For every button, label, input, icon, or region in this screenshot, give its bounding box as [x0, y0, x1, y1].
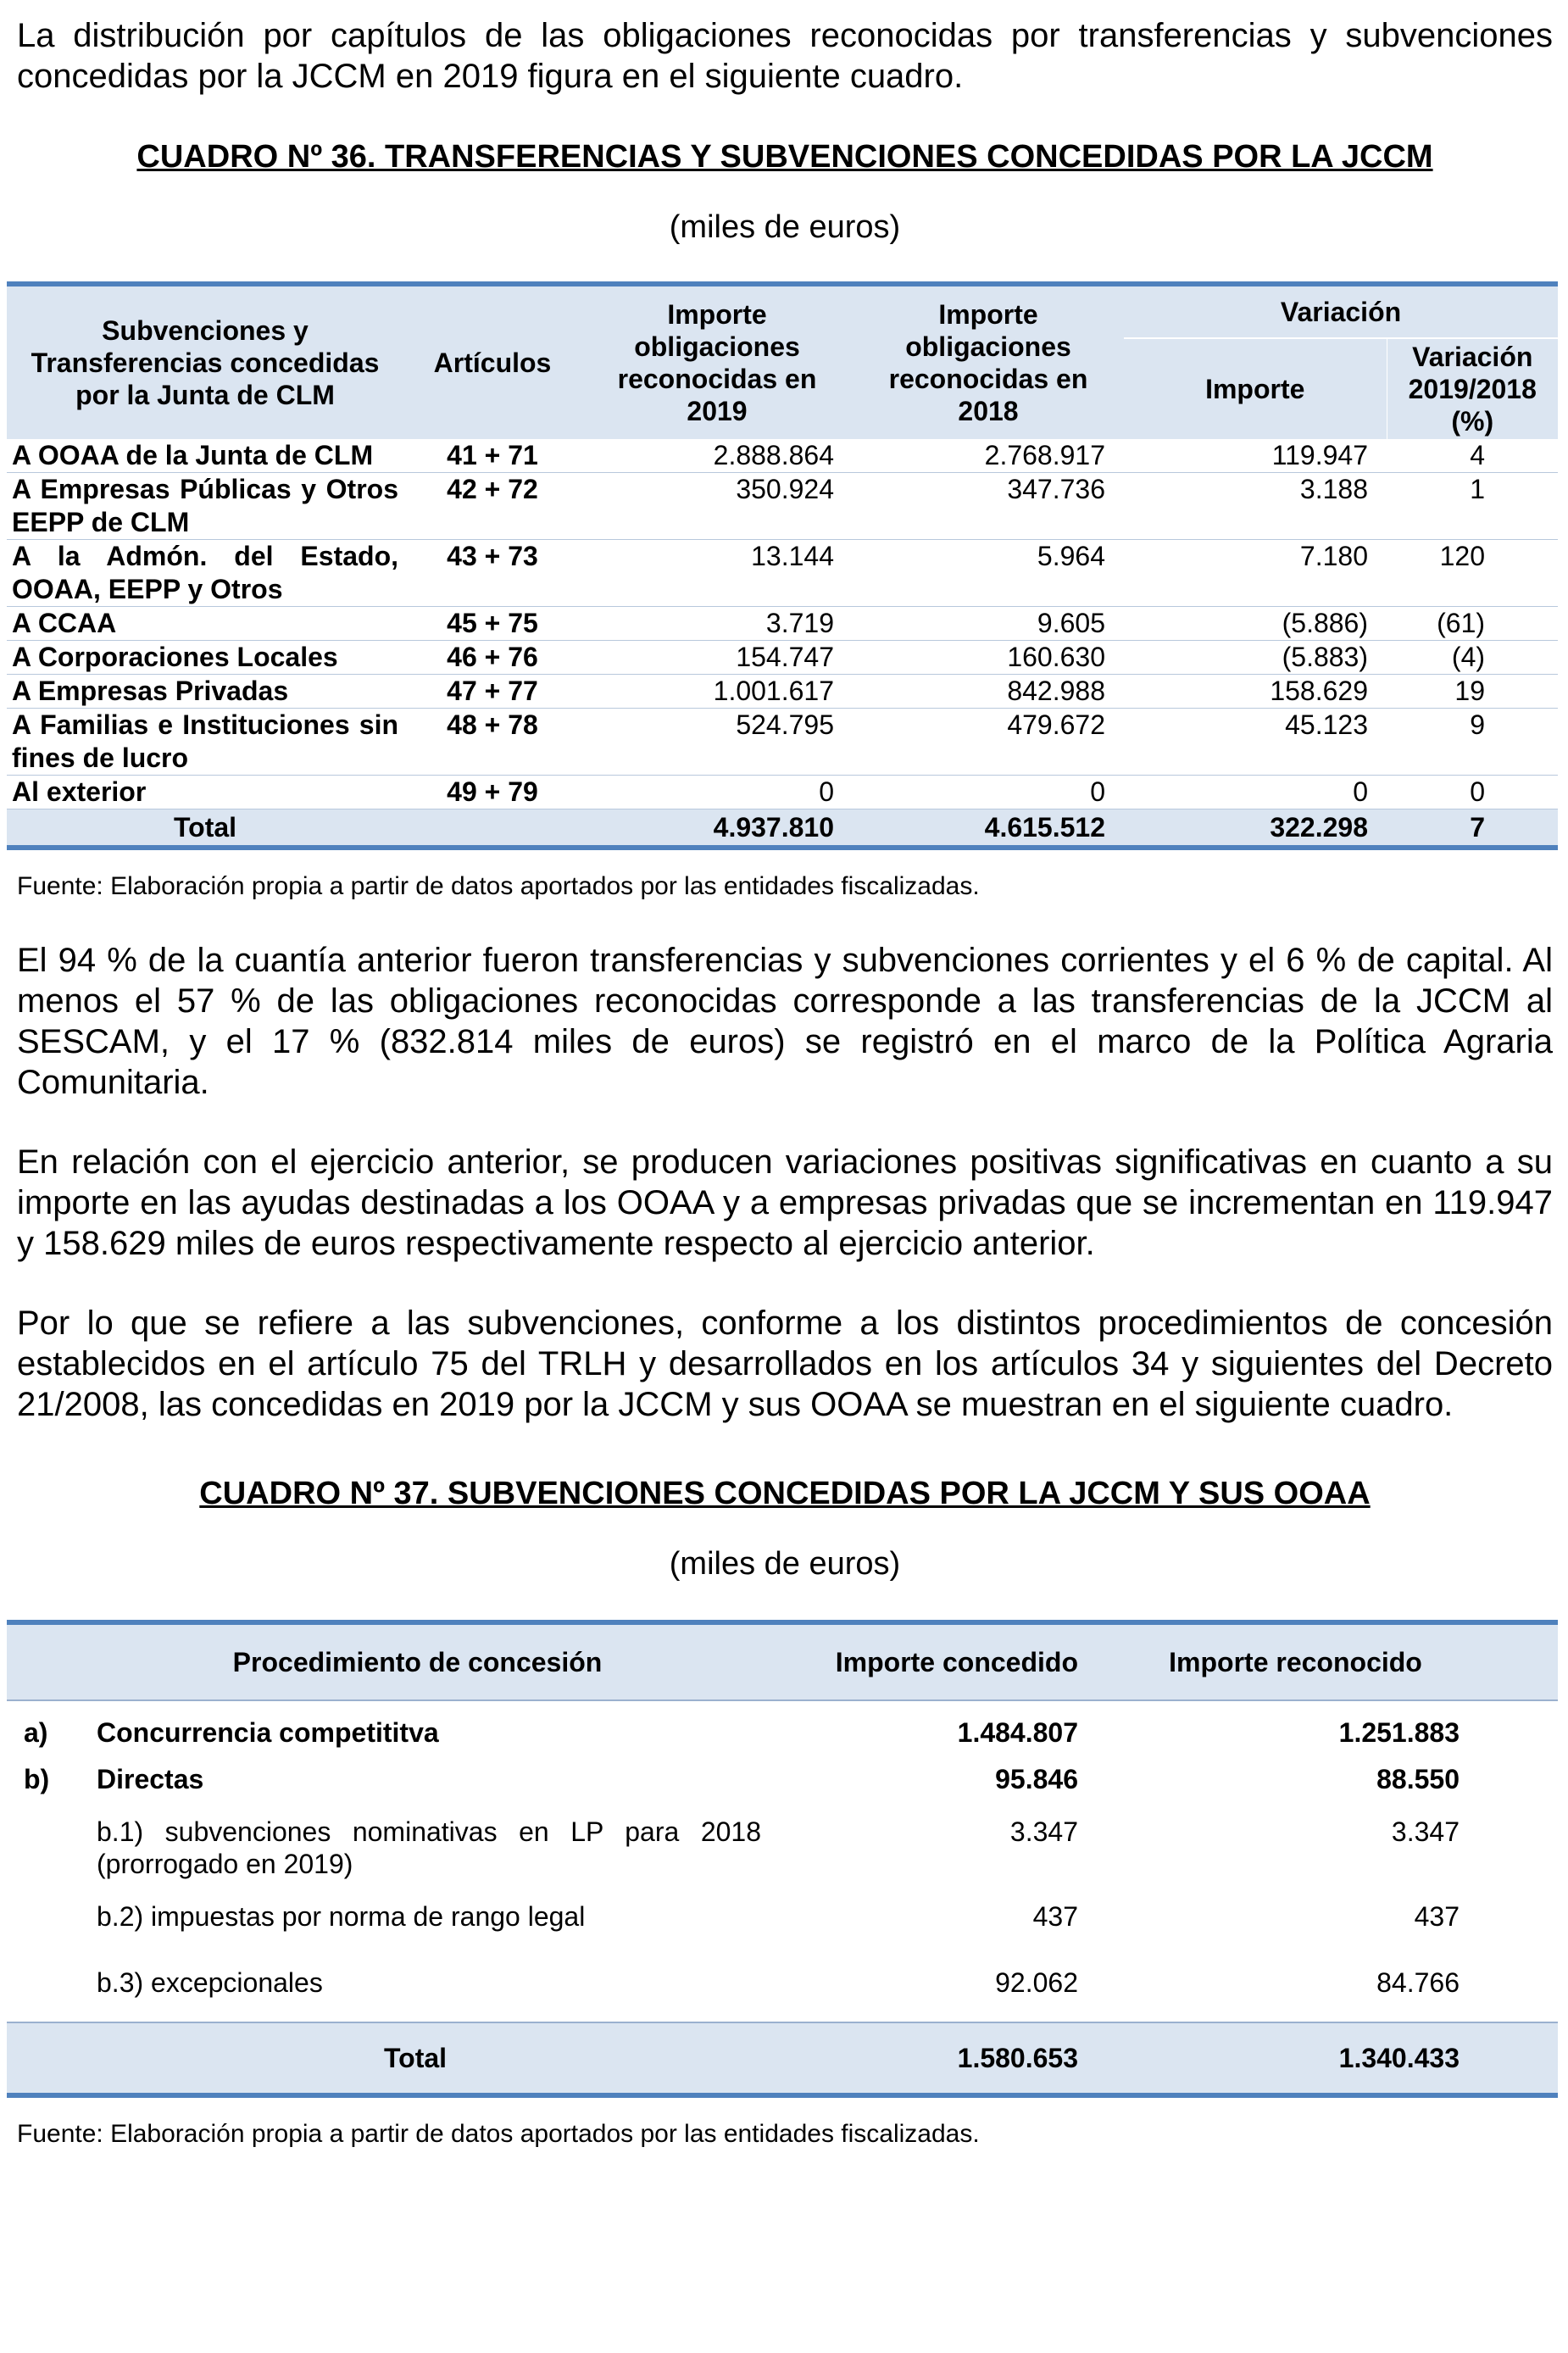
row-var-importe: 7.180	[1124, 540, 1387, 607]
row-var-importe: 3.188	[1124, 473, 1387, 540]
row-importe-2019: 524.795	[581, 709, 853, 776]
intro-paragraph: La distribución por capítulos de las obligaciones reconocidas por transferencias y subvenciones concedidas por la JCCM en 2019 figura en el siguiente cuadro.	[17, 17, 1553, 95]
row-letter: b)	[24, 1764, 50, 1794]
cuadro37-source: Fuente: Elaboración propia a partir de datos aportados por las entidades fiscalizadas.	[17, 2120, 980, 2148]
row-importe-2019: 0	[581, 776, 853, 809]
row-var-pct: 9	[1387, 709, 1558, 776]
row-var-pct: (4)	[1387, 641, 1558, 675]
row-articulos: 43 + 73	[403, 540, 581, 607]
cuadro36-row	[7, 540, 1558, 607]
header-subvenciones: Subvenciones y Transferencias concedidas por la Junta de CLM	[7, 284, 403, 439]
cuadro37-total-row	[7, 2022, 1558, 2095]
row-letter	[7, 1956, 92, 2022]
row-procedimiento: b.3) excepcionales	[97, 1967, 323, 1998]
cuadro36-units: (miles de euros)	[669, 209, 901, 245]
row-importe-2019: 350.924	[581, 473, 853, 540]
row-articulos: 47 + 77	[403, 675, 581, 709]
row-importe-2019: 154.747	[581, 641, 853, 675]
header-importe-2019: Importe obligaciones reconocidas en 2019	[581, 284, 853, 439]
cuadro36-row	[7, 709, 1558, 776]
header-importe-2018: Importe obligaciones reconocidas en 2018	[853, 284, 1124, 439]
row-importe-2018: 347.736	[853, 473, 1124, 540]
cuadro36-header-row	[7, 284, 1558, 338]
cuadro36-row	[7, 607, 1558, 641]
total-importe-reconocido: 1.340.433	[1100, 2022, 1558, 2095]
row-var-pct: (61)	[1387, 607, 1558, 641]
cuadro36-row	[7, 473, 1558, 540]
total-var-pct: 7	[1387, 809, 1558, 848]
row-importe-2019: 2.888.864	[581, 439, 853, 473]
cuadro37-row	[7, 1805, 1558, 1890]
paragraph-3: Por lo que se refiere a las subvenciones, conforme a los distintos procedimientos de concesión establecidos en el artículo 75 del TRLH y desarrollados en los artículos 34 y siguientes del Decreto 21/2008, las concedidas en 2019 por la JCCM y sus OOAA se muestran en el siguiente cuadro.	[17, 1304, 1553, 1423]
cuadro36-table	[7, 281, 1558, 850]
row-importe-2018: 479.672	[853, 709, 1124, 776]
row-procedimiento: Concurrencia competititva	[97, 1717, 439, 1748]
header-articulos: Artículos	[403, 284, 581, 439]
row-importe-2018: 5.964	[853, 540, 1124, 607]
cuadro37-table	[7, 1620, 1558, 2098]
row-importe-2018: 2.768.917	[853, 439, 1124, 473]
row-var-pct: 4	[1387, 439, 1558, 473]
row-var-importe: 0	[1124, 776, 1387, 809]
cuadro37-row	[7, 1700, 1558, 1753]
paragraph-1: El 94 % de la cuantía anterior fueron transferencias y subvenciones corrientes y el 6 % de capital. Al menos el 57 % de las obligaciones reconocidas corresponde a las transferencias de la JCCM al SESCAM, y el 17 % (832.814 miles de euros) se registró en el marco de la Política Agraria Comunitaria.	[17, 942, 1553, 1101]
total-label: Total	[7, 809, 403, 848]
cuadro36-row	[7, 641, 1558, 675]
row-importe-2019: 1.001.617	[581, 675, 853, 709]
row-name: A CCAA	[7, 607, 403, 641]
row-procedimiento: b.2) impuestas por norma de rango legal	[97, 1901, 586, 1932]
cuadro36-row	[7, 439, 1558, 473]
cuadro37-header-row	[7, 1622, 1558, 1700]
row-articulos: 48 + 78	[403, 709, 581, 776]
row-importe-2018: 0	[853, 776, 1124, 809]
row-importe-reconocido: 88.550	[1376, 1764, 1460, 1794]
row-var-pct: 1	[1387, 473, 1558, 540]
cuadro37-row	[7, 1890, 1558, 1956]
row-name: Al exterior	[7, 776, 403, 809]
cuadro37-title: CUADRO Nº 37. SUBVENCIONES CONCEDIDAS POR LA JCCM Y SUS OOAA	[199, 1476, 1371, 1511]
header-var-importe: Importe	[1124, 338, 1387, 439]
row-importe-concedido: 95.846	[995, 1764, 1078, 1794]
cuadro36-row	[7, 675, 1558, 709]
paragraph-2: En relación con el ejercicio anterior, se producen variaciones positivas significativas en cuanto a su importe en las ayudas destinadas a los OOAA y a empresas privadas que se incrementan en 119.947 y 158.629 miles de euros respectivamente respecto al ejercicio anterior.	[17, 1143, 1553, 1262]
header-var-pct: Variación 2019/2018 (%)	[1387, 338, 1558, 439]
row-letter	[7, 1890, 92, 1956]
cuadro36-total-row	[7, 809, 1558, 848]
row-var-pct: 120	[1387, 540, 1558, 607]
row-importe-concedido: 3.347	[1009, 1816, 1078, 1847]
row-procedimiento: Directas	[97, 1764, 204, 1794]
row-var-pct: 19	[1387, 675, 1558, 709]
total-var-importe: 322.298	[1124, 809, 1387, 848]
cuadro36-source: Fuente: Elaboración propia a partir de datos aportados por las entidades fiscalizadas.	[17, 872, 980, 900]
total-importe-2018: 4.615.512	[853, 809, 1124, 848]
row-importe-reconocido: 84.766	[1376, 1967, 1460, 1998]
header-importe-reconocido: Importe reconocido	[1100, 1622, 1558, 1700]
row-letter: a)	[24, 1717, 48, 1748]
row-var-importe: 119.947	[1124, 439, 1387, 473]
row-importe-concedido: 92.062	[995, 1967, 1078, 1998]
row-importe-2018: 160.630	[853, 641, 1124, 675]
document-page	[12, 15, 1553, 2149]
row-articulos: 42 + 72	[403, 473, 581, 540]
header-importe-concedido: Importe concedido	[795, 1622, 1100, 1700]
row-name: A OOAA de la Junta de CLM	[7, 439, 403, 473]
row-importe-2019: 13.144	[581, 540, 853, 607]
row-letter	[7, 1805, 92, 1890]
cuadro37-row	[7, 1956, 1558, 2022]
row-importe-2019: 3.719	[581, 607, 853, 641]
row-procedimiento: b.1) subvenciones nominativas en LP para 2018 (prorrogado en 2019)	[97, 1816, 761, 1879]
row-importe-2018: 9.605	[853, 607, 1124, 641]
row-articulos: 45 + 75	[403, 607, 581, 641]
cuadro36-title: CUADRO Nº 36. TRANSFERENCIAS Y SUBVENCIONES CONCEDIDAS POR LA JCCM	[136, 139, 1433, 175]
total-importe-concedido: 1.580.653	[795, 2022, 1100, 2095]
row-name: A Corporaciones Locales	[7, 641, 403, 675]
row-importe-reconocido: 437	[1414, 1901, 1460, 1932]
row-articulos: 49 + 79	[403, 776, 581, 809]
row-importe-concedido: 1.484.807	[957, 1717, 1078, 1748]
total-label: Total	[7, 2022, 795, 2095]
row-name: A Familias e Instituciones sin fines de lucro	[7, 709, 403, 776]
row-importe-reconocido: 1.251.883	[1338, 1717, 1460, 1748]
header-procedimiento: Procedimiento de concesión	[7, 1622, 795, 1700]
row-articulos: 41 + 71	[403, 439, 581, 473]
total-importe-2019: 4.937.810	[581, 809, 853, 848]
row-var-importe: 158.629	[1124, 675, 1387, 709]
row-var-importe: (5.883)	[1124, 641, 1387, 675]
header-variacion: Variación	[1124, 284, 1558, 338]
row-importe-concedido: 437	[1032, 1901, 1078, 1932]
row-name: A Empresas Privadas	[7, 675, 403, 709]
row-importe-reconocido: 3.347	[1391, 1816, 1460, 1847]
row-importe-2018: 842.988	[853, 675, 1124, 709]
row-var-importe: (5.886)	[1124, 607, 1387, 641]
cuadro36-row	[7, 776, 1558, 809]
row-var-importe: 45.123	[1124, 709, 1387, 776]
row-var-pct: 0	[1387, 776, 1558, 809]
cuadro37-row	[7, 1753, 1558, 1805]
row-name: A la Admón. del Estado, OOAA, EEPP y Otros	[7, 540, 403, 607]
cuadro37-units: (miles de euros)	[669, 1546, 901, 1582]
total-articulos	[403, 809, 581, 848]
row-articulos: 46 + 76	[403, 641, 581, 675]
row-name: A Empresas Públicas y Otros EEPP de CLM	[7, 473, 403, 540]
